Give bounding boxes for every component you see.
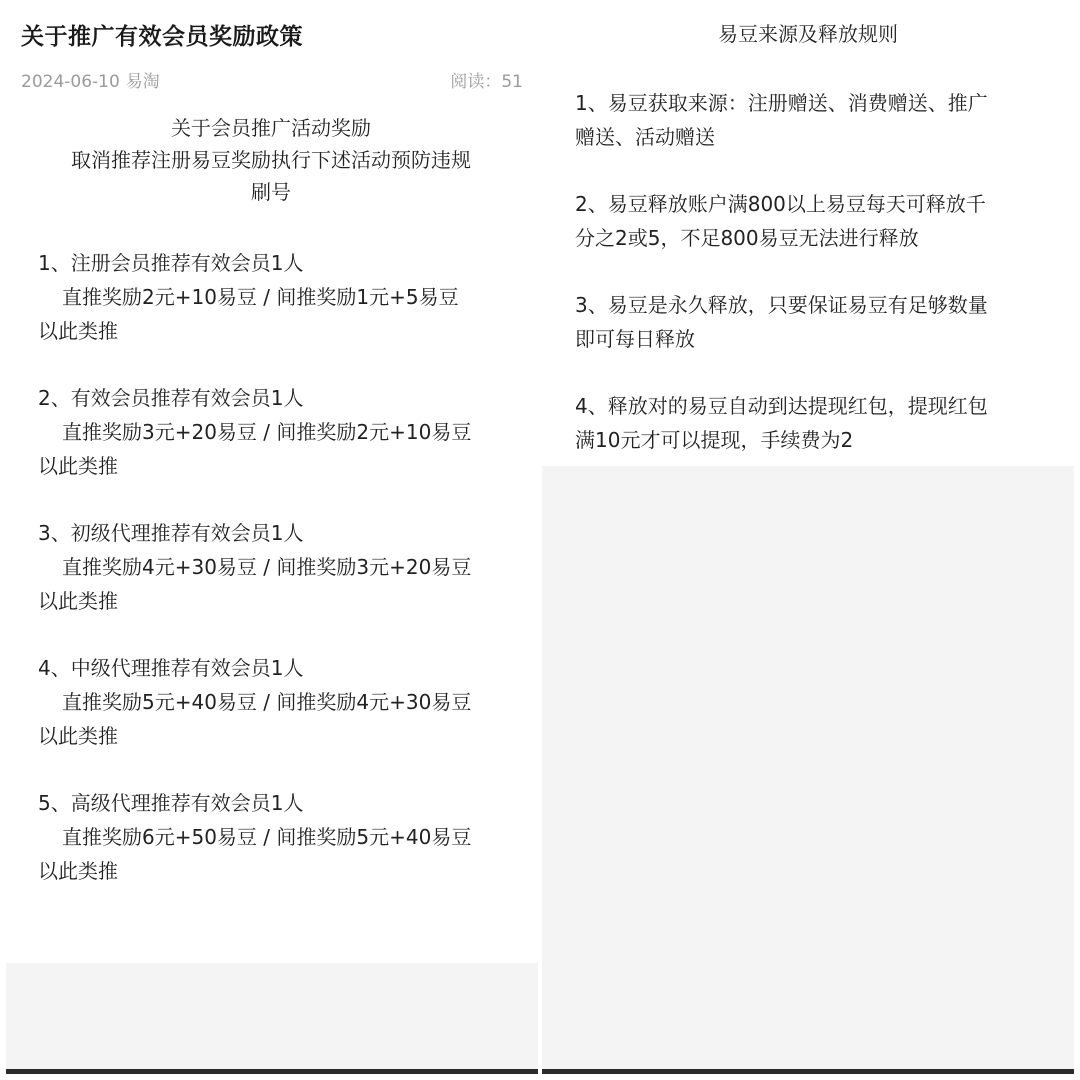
- rule-line: 1、易豆获取来源：注册赠送、消费赠送、推广: [575, 91, 988, 115]
- article-title: 关于推广有效会员奖励政策: [21, 24, 303, 50]
- rule-item: [575, 288, 1055, 356]
- reward-item: [38, 786, 528, 888]
- reward-item: [38, 381, 528, 483]
- reward-item-title: 2、有效会员推荐有效会员1人: [38, 386, 304, 410]
- reward-item: [38, 651, 528, 753]
- heading-line: 刷号: [251, 180, 291, 204]
- reward-item-note: 以此类推: [38, 454, 118, 478]
- bottom-divider: [542, 1069, 1074, 1074]
- rule-line: 赠送、活动赠送: [575, 125, 715, 149]
- rules-panel: [542, 0, 1074, 1074]
- rule-line: 分之2或5，不足800易豆无法进行释放: [575, 226, 919, 250]
- reward-item-title: 5、高级代理推荐有效会员1人: [38, 791, 304, 815]
- rules-title: 易豆来源及释放规则: [718, 22, 898, 46]
- rule-line: 满10元才可以提现，手续费为2: [575, 428, 854, 452]
- activity-heading: [36, 112, 506, 208]
- reward-item: [38, 246, 528, 348]
- article-panel: [6, 0, 538, 1074]
- article-meta: [21, 67, 523, 91]
- bottom-divider: [6, 1069, 538, 1074]
- rules-list: [575, 86, 1055, 490]
- reward-item-note: 以此类推: [38, 859, 118, 883]
- reward-item-detail: 直推奖励5元+40易豆 / 间推奖励4元+30易豆: [62, 690, 472, 714]
- heading-line: 取消推荐注册易豆奖励执行下述活动预防违规: [71, 148, 471, 172]
- rule-item: [575, 187, 1055, 255]
- reward-item-detail: 直推奖励4元+30易豆 / 间推奖励3元+20易豆: [62, 555, 472, 579]
- heading-line: 关于会员推广活动奖励: [171, 116, 371, 140]
- reward-item-detail: 直推奖励3元+20易豆 / 间推奖励2元+10易豆: [62, 420, 472, 444]
- rule-line: 2、易豆释放账户满800以上易豆每天可释放千: [575, 192, 986, 216]
- reward-item: [38, 516, 528, 618]
- rule-line: 即可每日释放: [575, 327, 695, 351]
- reward-item-title: 3、初级代理推荐有效会员1人: [38, 521, 304, 545]
- rule-item: [575, 86, 1055, 154]
- rule-line: 3、易豆是永久释放，只要保证易豆有足够数量: [575, 293, 988, 317]
- read-count: 阅读：51: [450, 72, 523, 92]
- rule-item: [575, 389, 1055, 457]
- publisher-name[interactable]: 易淘: [125, 72, 160, 92]
- reward-item-note: 以此类推: [38, 319, 118, 343]
- reward-item-title: 1、注册会员推荐有效会员1人: [38, 251, 304, 275]
- reward-item-detail: 直推奖励2元+10易豆 / 间推奖励1元+5易豆: [62, 285, 459, 309]
- empty-gray-area: [542, 466, 1074, 1070]
- meta-publish-info: [21, 67, 160, 92]
- footer-gray-area: [6, 963, 538, 1070]
- reward-item-note: 以此类推: [38, 724, 118, 748]
- reward-item-detail: 直推奖励6元+50易豆 / 间推奖励5元+40易豆: [62, 825, 472, 849]
- publish-date: 2024-06-10: [21, 72, 120, 92]
- reward-item-title: 4、中级代理推荐有效会员1人: [38, 656, 304, 680]
- rule-line: 4、释放对的易豆自动到达提现红包，提现红包: [575, 394, 988, 418]
- reward-item-note: 以此类推: [38, 589, 118, 613]
- reward-list: [38, 246, 528, 921]
